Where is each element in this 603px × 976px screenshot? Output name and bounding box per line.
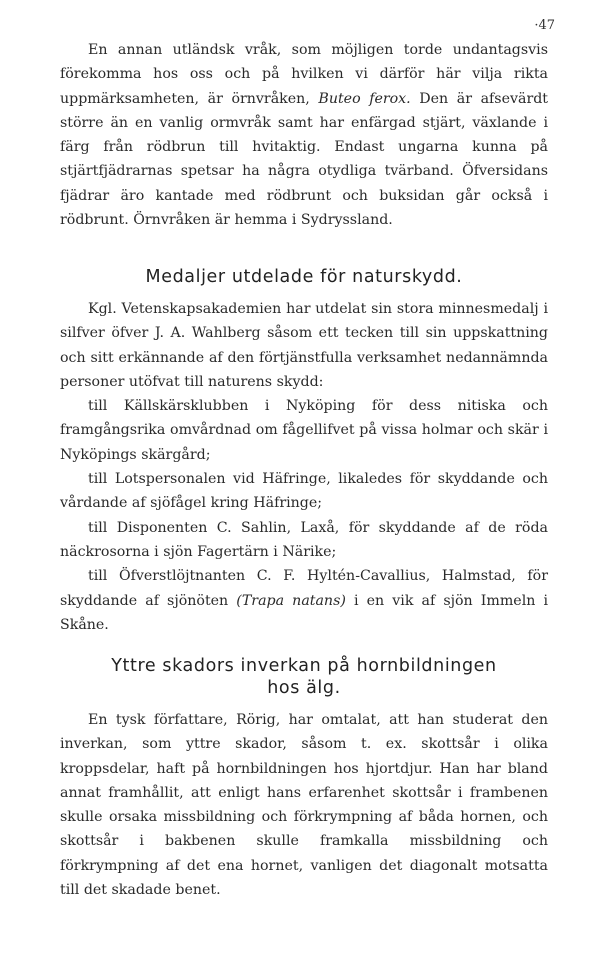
section-1-text-a: En annan utländsk vråk, som möjligen torde undantagsvis förekomma hos oss och på hvilken vi därför här vilja rikta uppmärksamheten, är örnvråken, [60, 42, 548, 107]
page-number: ·47 [534, 18, 555, 33]
heading-yttre-skador [60, 655, 548, 699]
award-item-1: till Källskärsklubben i Nyköping för dess nitiska och framgångsrika omvårdnad om fågellifvet på vissa holmar och skär i Nyköpings skärgård; [60, 398, 548, 463]
section-2-body [60, 297, 548, 637]
section-3-body [60, 708, 548, 902]
heading-yttre-skador-line-2: hos älg. [267, 678, 341, 698]
species-name-trapa-natans: (Trapa natans) [236, 592, 346, 609]
award-item-4-text-a: till Öfverstlöjtnanten C. F. Hyltén-Cavallius, Halmstad, för skyddande af sjönöten [60, 568, 548, 609]
heading-yttre-skador-line-1: Yttre skadors inverkan på hornbildningen [111, 656, 497, 676]
award-item-2: till Lotspersonalen vid Häfringe, likaledes för skyddande och vårdande af sjöfågel kring Häfringe; [60, 471, 548, 512]
award-item-4 [60, 564, 548, 637]
award-item-4-text-b: i en vik af sjön Immeln i Skåne. [60, 592, 549, 633]
species-name-buteo-ferox: Buteo ferox. [318, 90, 411, 107]
heading-medaljer: Medaljer utdelade för naturskydd. [145, 267, 463, 287]
section-3-paragraph: En tysk författare, Rörig, har omtalat, att han studerat den inverkan, som yttre skador, såsom t. ex. skottsår i olika kroppsdelar, haft på hornbildningen hos hjortdjur. Han har bland annat framhållit, att enligt hans erfarenhet skottsår i frambenen skulle orsaka missbildning och förkrympning af båda hornen, och skottsår i bakbenen skulle framkalla missbildning och förkrympning af det ena hornet, vanligen det diagonalt motsatta till det skadade benet. [60, 712, 548, 899]
section-1-text-b: Den är afsevärdt större än en vanlig ormvråk samt har enfärgad stjärt, växlande i färg från rödbrun till hvitaktig. Endast ungarna kunna på stjärtfjädrarnas spetsar ha några otydliga tvärband. Öfversidans fjädrar äro kantade med rödbrunt och buksidan går också i rödbrunt. Örnvråken är hemma i Sydryssland. [60, 90, 549, 229]
section-1-body [60, 38, 548, 232]
section-1-paragraph [60, 38, 548, 232]
section-2-intro: Kgl. Vetenskapsakademien har utdelat sin stora minnesmedalj i silfver öfver J. A. Wahlberg såsom ett tecken till sin uppskattning och sitt erkännande af den förtjänstfulla verksamhet nedannämnda personer utöfvat till naturens skydd: [60, 301, 548, 390]
award-item-3: till Disponenten C. Sahlin, Laxå, för skyddande af de röda näckrosorna i sjön Fagertärn i Närike; [60, 519, 548, 560]
